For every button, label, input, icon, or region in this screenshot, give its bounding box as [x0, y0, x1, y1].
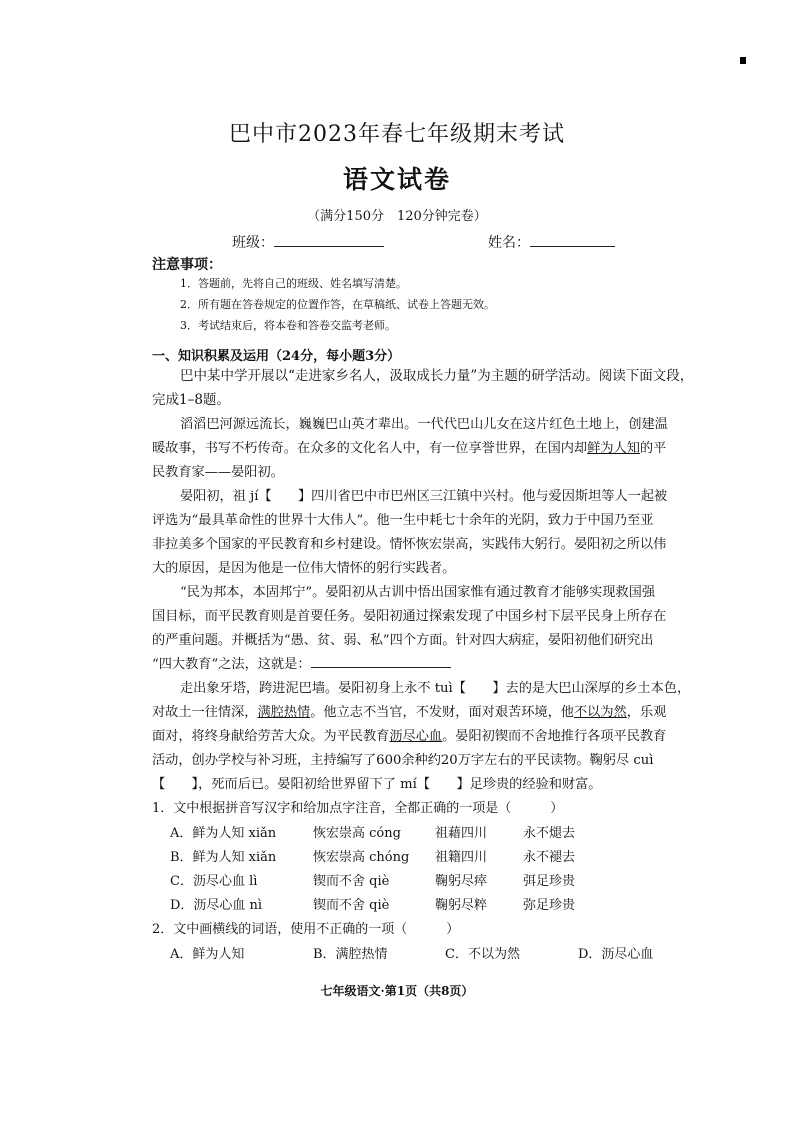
class-field[interactable]: [232, 232, 384, 252]
section-heading: 一、知识积累及运用（24分，每小题3分）: [152, 349, 401, 364]
intro-line: 巴中某中学开展以“走进家乡名人，汲取成长力量”为主题的研学活动。阅读下面文段，: [180, 368, 694, 384]
intro-line: 完成1–8题。: [152, 392, 230, 408]
underlined-word: 沥尽心血: [389, 729, 443, 744]
name-blank[interactable]: [530, 234, 615, 247]
passage-line: 走出象牙塔，跨进泥巴墙。晏阳初身上永不 tuì【 】去的是大巴山深厚的乡土本色，: [180, 681, 691, 696]
note-item: 1．答题前，先将自己的班级、姓名填写清楚。: [180, 277, 407, 290]
passage-line: 晏阳初，祖 jí【 】四川省巴中市巴州区三江镇中兴村。他与爱因斯坦等人一起被: [180, 489, 668, 504]
class-blank[interactable]: [274, 234, 384, 247]
passage-line: 暖故事，书写不朽传奇。在众多的文化名人中，有一位享誉世界，在国内却鲜为人知的平: [152, 441, 667, 456]
exam-title: 巴中市2023年春七年级期末考试: [229, 122, 565, 147]
question-2: 2．文中画横线的词语，使用不正确的一项（ ）: [152, 922, 460, 937]
page-footer: 七年级语文·第1页（共8页）: [320, 984, 474, 998]
passage-line: 滔滔巴河源远流长，巍巍巴山英才辈出。一代代巴山儿女在这片红色土地上，创建温: [180, 417, 668, 432]
note-item: 3．考试结束后，将本卷和答卷交监考老师。: [180, 319, 396, 332]
corner-mark: [740, 57, 746, 64]
passage-line: “四大教育”之法，这就是：: [152, 653, 451, 672]
passage-line: 对故土一往情深，满腔热情。他立志不当官，不发财，面对艰苦环境，他不以为然，乐观: [152, 705, 667, 720]
underlined-word: 不以为然: [574, 705, 627, 720]
notes-title: 注意事项：: [152, 257, 222, 273]
passage-line: 面对，将终身献给劳苦大众。为平民教育沥尽心血。晏阳初锲而不舍地推行各项平民教育: [152, 729, 667, 744]
passage-line: 【 】，死而后已。晏阳初给世界留下了 mí【 】足珍贵的经验和财富。: [152, 777, 602, 792]
passage-line: 民教育家——晏阳初。: [152, 465, 284, 480]
underlined-word: 满腔热情: [257, 705, 311, 720]
passage-line: 大的原因，是因为他是一位伟大情怀的躬行实践者。: [152, 561, 456, 576]
question-1: 1．文中根据拼音写汉字和给加点字注音，全都正确的一项是（ ）: [152, 801, 564, 816]
passage-line: 的严重问题。并概括为“愚、贫、弱、私”四个方面。针对四大病症，晏阳初他们研究出: [152, 633, 654, 648]
passage-line: 非拉美多个国家的平民教育和乡村建设。情怀恢宏崇高，实践伟大躬行。晏阳初之所以伟: [152, 537, 667, 552]
name-label: 姓名：: [488, 235, 530, 251]
class-label: 班级：: [232, 235, 274, 251]
q2-option-c[interactable]: C．不以为然: [445, 947, 520, 962]
passage-line: “民为邦本，本固邦宁”。晏阳初从古训中悟出国家惟有通过教育才能够实现救国强: [180, 585, 656, 600]
underlined-word: 鲜为人知: [587, 441, 640, 456]
passage-line: 评选为“最具革命性的世界十大伟人”。他一生中耗七十余年的光阴，致力于中国乃至亚: [152, 513, 654, 528]
q2-option-a[interactable]: A．鲜为人知: [170, 947, 245, 962]
paper-subtitle: 语文试卷: [342, 165, 451, 194]
passage-line: 国目标，而平民教育则是首要任务。晏阳初通过探索发现了中国乡村下层平民身上所存在: [152, 609, 667, 624]
note-item: 2．所有题在答卷规定的位置作答，在草稿纸、试卷上答题无效。: [180, 298, 495, 311]
passage-line: 活动，创办学校与补习班，主持编写了600余种约20万字左右的平民读物。鞠躬尽 cuì: [152, 753, 654, 768]
name-field[interactable]: [488, 232, 615, 252]
q2-option-d[interactable]: D．沥尽心血: [578, 947, 654, 962]
score-time-info: （满分150分 120分钟完卷）: [307, 209, 487, 224]
answer-blank[interactable]: [311, 655, 451, 668]
q2-option-b[interactable]: B．满腔热情: [313, 947, 388, 962]
